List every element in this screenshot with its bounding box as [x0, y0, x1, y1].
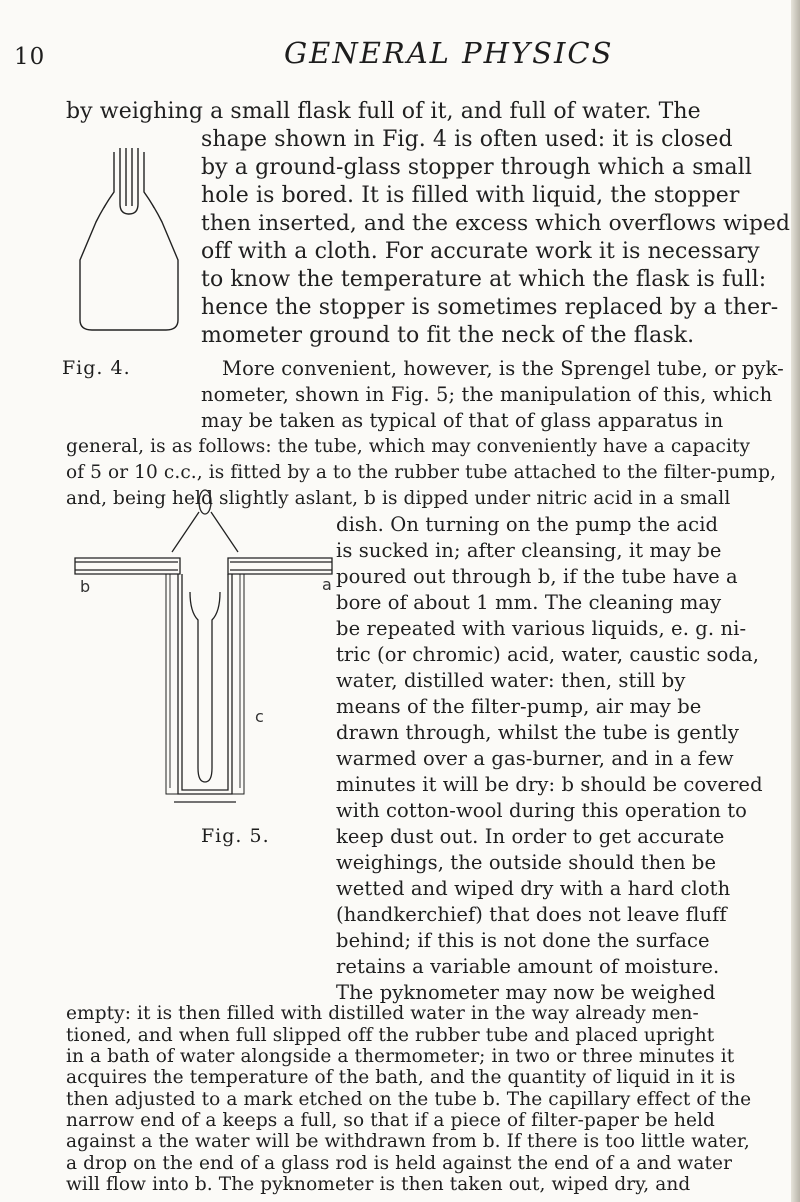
text-line: with cotton-wool during this operation to [336, 799, 747, 822]
text-line: general, is as follows: the tube, which may conveniently have a capacity [66, 436, 751, 457]
text-line: by weighing a small flask full of it, and full of water. The [66, 99, 701, 124]
text-line: hence the stopper is sometimes replaced by a ther- [201, 295, 779, 320]
label-b: b [80, 577, 91, 596]
text-line: of 5 or 10 c.c., is fitted by a to the rubber tube attached to the filter-pump, [66, 462, 777, 483]
label-c: c [255, 707, 264, 726]
text-line: tric (or chromic) acid, water, caustic soda, [336, 643, 760, 666]
text-line: shape shown in Fig. 4 is often used: it is closed [201, 127, 733, 152]
text-line: hole is bored. It is filled with liquid, the stopper [201, 183, 740, 208]
text-line: by a ground-glass stopper through which a small [201, 155, 753, 180]
text-line: nometer, shown in Fig. 5; the manipulation of this, which [201, 383, 773, 406]
page-edge [791, 0, 800, 1202]
figure-5-caption: Fig. 5. [201, 825, 270, 847]
text-line: dish. On turning on the pump the acid [336, 513, 719, 536]
text-line: to know the temperature at which the flask is full: [201, 267, 767, 292]
flask-outline [80, 152, 178, 330]
text-line: narrow end of a keeps a full, so that if a piece of filter-paper be held [66, 1110, 715, 1131]
text-line: acquires the temperature of the bath, and the quantity of liquid in it is [66, 1067, 736, 1088]
text-line: then adjusted to a mark etched on the tube b. The capillary effect of the [66, 1089, 752, 1110]
side-arm-a [228, 558, 332, 574]
text-line: in a bath of water alongside a thermometer; in two or three minutes it [66, 1046, 735, 1067]
text-line: and, being held slightly aslant, b is dipped under nitric acid in a small [66, 488, 731, 509]
text-line: retains a variable amount of moisture. [336, 955, 720, 978]
figure-4-caption: Fig. 4. [62, 357, 131, 379]
text-line: More convenient, however, is the Sprengel tube, or pyk- [222, 357, 784, 380]
text-line: warmed over a gas-burner, and in a few [336, 747, 734, 770]
text-line: wetted and wiped dry with a hard cloth [336, 877, 731, 900]
side-arm-b [75, 558, 180, 574]
text-line: poured out through b, if the tube have a [336, 565, 738, 588]
text-line: a drop on the end of a glass rod is held against the end of a and water [66, 1153, 733, 1174]
text-line: is sucked in; after cleansing, it may be [336, 539, 722, 562]
text-line: off with a cloth. For accurate work it is necessary [201, 239, 760, 264]
text-line: minutes it will be dry: b should be covered [336, 773, 763, 796]
left-limb [178, 574, 232, 794]
text-line: then inserted, and the excess which overflows wiped [201, 211, 791, 236]
label-a: a [322, 575, 332, 594]
text-line: (handkerchief) that does not leave fluff [336, 903, 727, 926]
text-line: tioned, and when full slipped off the rubber tube and placed upright [66, 1025, 715, 1046]
flask-stopper [120, 148, 138, 214]
text-line: means of the filter-pump, air may be [336, 695, 702, 718]
text-line: keep dust out. In order to get accurate [336, 825, 725, 848]
figure-4-flask [74, 140, 184, 340]
text-line: behind; if this is not done the surface [336, 929, 710, 952]
text-line: The pyknometer may now be weighed [336, 981, 716, 1004]
running-title: GENERAL PHYSICS [284, 36, 614, 70]
text-line: mometer ground to fit the neck of the flask. [201, 323, 695, 348]
figure-5-pyknometer [70, 482, 350, 812]
text-line: may be taken as typical of that of glass apparatus in [201, 409, 724, 432]
text-line: weighings, the outside should then be [336, 851, 717, 874]
page-number: 10 [14, 44, 46, 70]
text-line: drawn through, whilst the tube is gently [336, 721, 739, 744]
text-line: against a the water will be withdrawn from b. If there is too little water, [66, 1131, 750, 1152]
text-line: be repeated with various liquids, e. g. ni- [336, 617, 747, 640]
text-line: bore of about 1 mm. The cleaning may [336, 591, 722, 614]
text-line: water, distilled water: then, still by [336, 669, 686, 692]
text-line: empty: it is then filled with distilled water in the way already men- [66, 1003, 699, 1024]
text-line: will flow into b. The pyknometer is then taken out, wiped dry, and [66, 1174, 691, 1195]
